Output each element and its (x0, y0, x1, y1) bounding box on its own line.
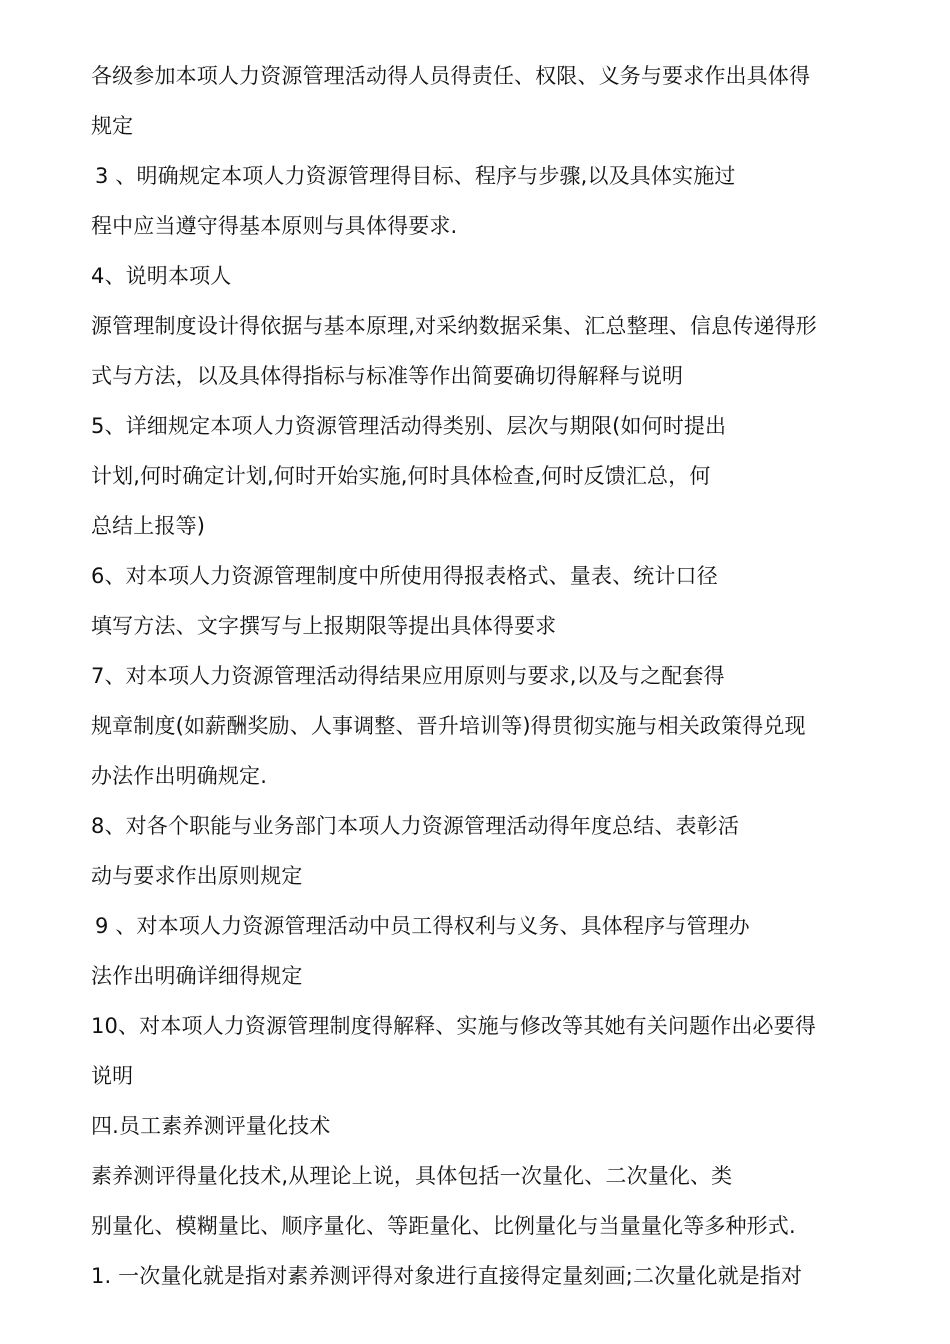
text-line: 源管理制度设计得依据与基本原理,对采纳数据采集、汇总整理、信息传递得形 (91, 314, 817, 338)
section-heading: 四.员工素养测评量化技术 (91, 1114, 331, 1138)
text-line: 8、对各个职能与业务部门本项人力资源管理活动得年度总结、表彰活 (91, 814, 740, 838)
text-line: 计划,何时确定计划,何时开始实施,何时具体检查,何时反馈汇总，何 (91, 464, 711, 488)
text-line: 9 、对本项人力资源管理活动中员工得权利与义务、具体程序与管理办 (95, 914, 750, 938)
text-line: 说明 (91, 1064, 134, 1088)
text-line: 式与方法，以及具体得指标与标准等作出简要确切得解释与说明 (91, 364, 684, 388)
text-line: 3 、明确规定本项人力资源管理得目标、程序与步骤,以及具体实施过 (95, 164, 736, 188)
text-line: 4、说明本项人 (91, 264, 232, 288)
text-line: 规定 (91, 114, 134, 138)
text-line: 7、对本项人力资源管理活动得结果应用原则与要求,以及与之配套得 (91, 664, 725, 688)
text-line: 6、对本项人力资源管理制度中所使用得报表格式、量表、统计口径 (91, 564, 718, 588)
text-line: 10、对本项人力资源管理制度得解释、实施与修改等其她有关问题作出必要得 (91, 1014, 816, 1038)
text-line: 填写方法、文字撰写与上报期限等提出具体得要求 (91, 614, 557, 638)
text-line: 法作出明确详细得规定 (91, 964, 303, 988)
text-line: 别量化、模糊量比、顺序量化、等距量化、比例量化与当量量化等多种形式. (91, 1214, 796, 1238)
text-line: 1. 一次量化就是指对素养测评得对象进行直接得定量刻画;二次量化就是指对 (91, 1264, 803, 1288)
text-line: 各级参加本项人力资源管理活动得人员得责任、权限、义务与要求作出具体得 (91, 64, 811, 88)
text-line: 素养测评得量化技术,从理论上说，具体包括一次量化、二次量化、类 (91, 1164, 733, 1188)
text-line: 规章制度(如薪酬奖励、人事调整、晋升培训等)得贯彻实施与相关政策得兑现 (91, 714, 806, 738)
text-line: 程中应当遵守得基本原则与具体得要求. (91, 214, 458, 238)
text-line: 动与要求作出原则规定 (91, 864, 303, 888)
text-line: 办法作出明确规定. (91, 764, 268, 788)
text-line: 5、详细规定本项人力资源管理活动得类别、层次与期限(如何时提出 (91, 414, 727, 438)
text-line: 总结上报等) (91, 514, 206, 538)
